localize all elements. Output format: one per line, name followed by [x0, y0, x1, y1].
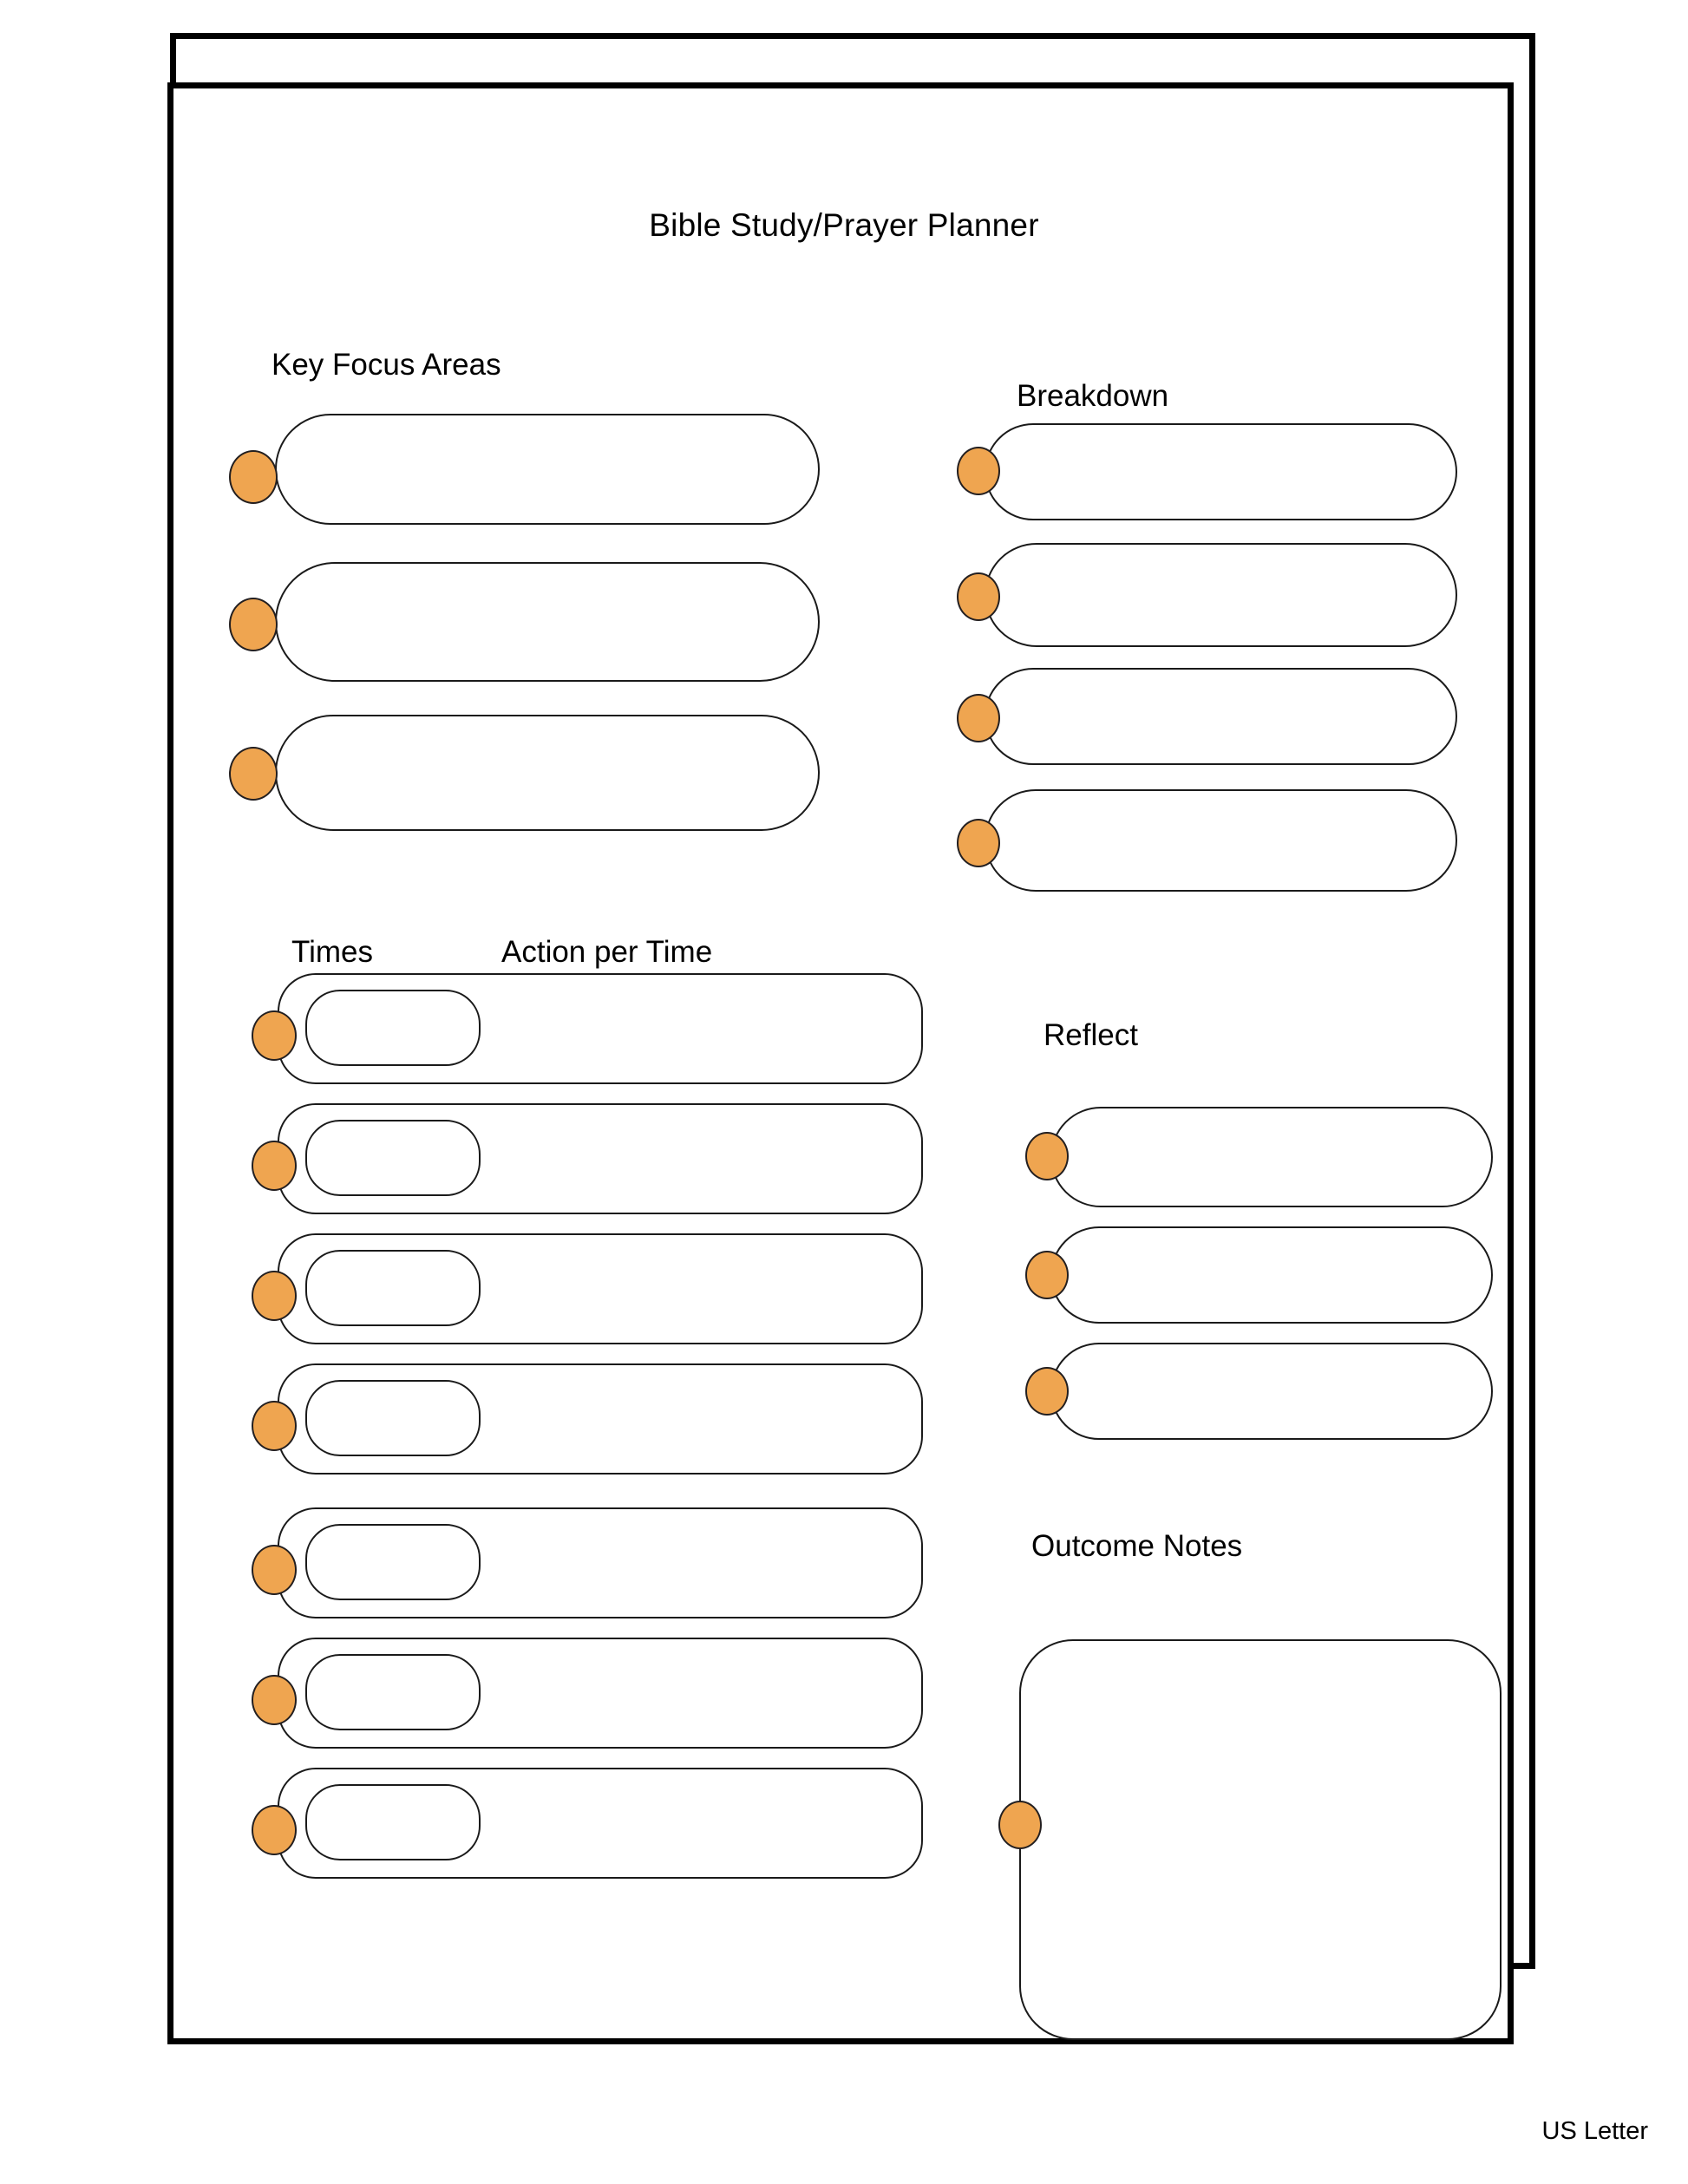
schedule-time-field-1[interactable]: [305, 990, 481, 1066]
section-label-times: Times: [291, 935, 373, 969]
key-focus-area-field-1[interactable]: [275, 414, 820, 525]
section-label-action-per-time: Action per Time: [501, 935, 713, 969]
orange-dot-icon: [252, 1010, 297, 1061]
breakdown-field-4[interactable]: [985, 789, 1457, 892]
orange-dot-icon: [229, 598, 278, 651]
section-label-breakdown: Breakdown: [1017, 379, 1169, 413]
orange-dot-icon: [1025, 1367, 1069, 1416]
orange-dot-icon: [998, 1801, 1042, 1849]
schedule-time-field-4[interactable]: [305, 1380, 481, 1456]
breakdown-field-1[interactable]: [985, 423, 1457, 520]
orange-dot-icon: [1025, 1132, 1069, 1180]
orange-dot-icon: [252, 1545, 297, 1595]
breakdown-field-2[interactable]: [985, 543, 1457, 647]
key-focus-area-field-3[interactable]: [275, 715, 820, 831]
section-label-outcome-notes: Outcome Notes: [1031, 1529, 1243, 1563]
reflect-field-2[interactable]: [1050, 1226, 1493, 1324]
schedule-time-field-7[interactable]: [305, 1784, 481, 1860]
outcome-notes-field[interactable]: [1019, 1639, 1502, 2040]
orange-dot-icon: [1025, 1251, 1069, 1299]
schedule-time-field-3[interactable]: [305, 1250, 481, 1326]
reflect-field-3[interactable]: [1050, 1343, 1493, 1440]
orange-dot-icon: [252, 1141, 297, 1191]
section-label-reflect: Reflect: [1044, 1018, 1138, 1052]
reflect-field-1[interactable]: [1050, 1107, 1493, 1207]
orange-dot-icon: [957, 694, 1000, 742]
paper-size-note: US Letter: [1541, 2117, 1648, 2145]
orange-dot-icon: [957, 572, 1000, 621]
orange-dot-icon: [229, 747, 278, 801]
orange-dot-icon: [252, 1401, 297, 1451]
orange-dot-icon: [957, 447, 1000, 495]
schedule-time-field-2[interactable]: [305, 1120, 481, 1196]
section-label-key-focus-areas: Key Focus Areas: [272, 348, 501, 382]
breakdown-field-3[interactable]: [985, 668, 1457, 765]
orange-dot-icon: [252, 1675, 297, 1725]
orange-dot-icon: [229, 450, 278, 504]
key-focus-area-field-2[interactable]: [275, 562, 820, 682]
schedule-time-field-6[interactable]: [305, 1654, 481, 1730]
page-title: Bible Study/Prayer Planner: [649, 207, 1039, 243]
schedule-time-field-5[interactable]: [305, 1524, 481, 1600]
orange-dot-icon: [252, 1271, 297, 1321]
orange-dot-icon: [957, 819, 1000, 867]
orange-dot-icon: [252, 1805, 297, 1855]
